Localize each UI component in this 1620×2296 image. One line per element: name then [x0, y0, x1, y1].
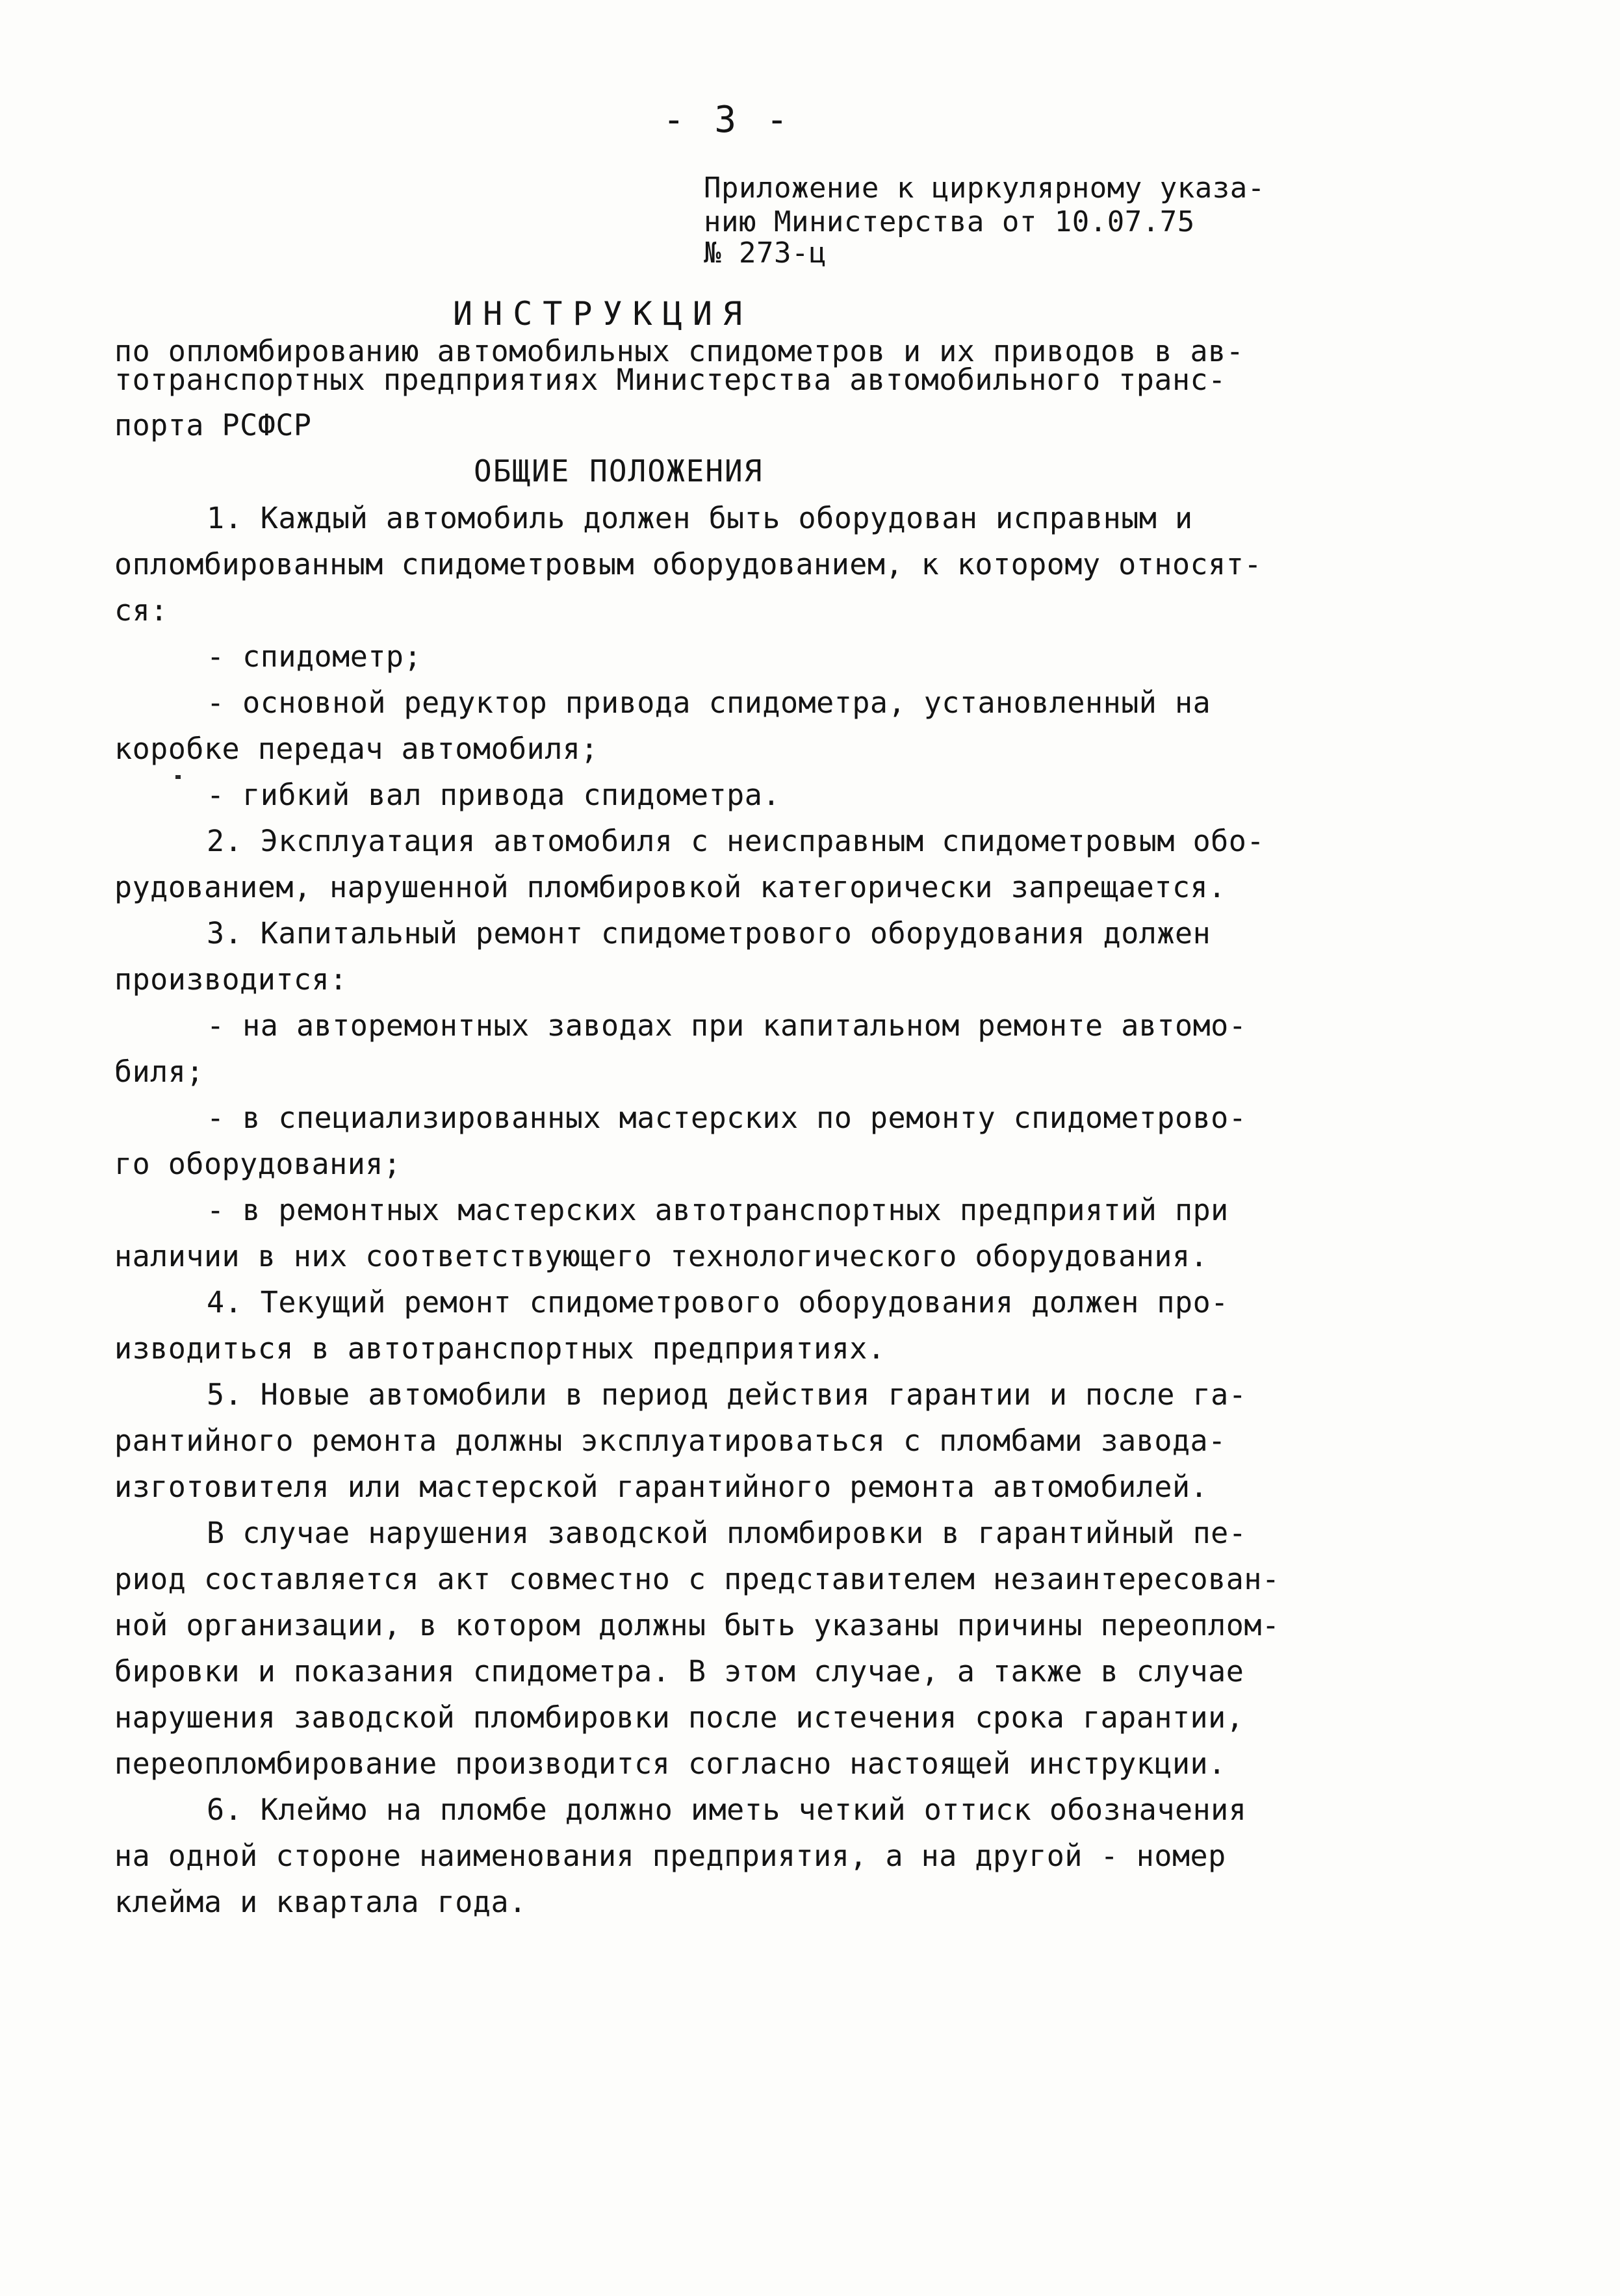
list-item-repair-plants: - на авторемонтных заводах при капитальном ремонте автомо-	[207, 1008, 1247, 1043]
list-item-enterprise-shops-cont: наличии в них соответствующего технологического оборудования.	[114, 1239, 1209, 1273]
stray-typewriter-mark	[175, 775, 181, 779]
page-number: - 3 -	[663, 99, 792, 141]
paragraph-4-line-1: 4. Текущий ремонт спидометрового оборудования должен про-	[207, 1285, 1229, 1320]
document-title: ИНСТРУКЦИЯ	[453, 295, 753, 333]
paragraph-1-line-2: опломбированным спидометровым оборудованием, к которому относят-	[114, 547, 1262, 581]
paragraph-1-line-3: ся:	[114, 593, 168, 628]
paragraph-6-line-2: на одной стороне наименования предприятия, а на другой - номер	[114, 1839, 1226, 1873]
paragraph-6-line-1: 6. Клеймо на пломбе должно иметь четкий оттиск обозначения	[207, 1792, 1247, 1827]
list-item-reducer-cont: коробке передач автомобиля;	[114, 732, 598, 766]
paragraph-5b-line-1: В случае нарушения заводской пломбировки в гарантийный пе-	[207, 1516, 1247, 1550]
section-heading: ОБЩИЕ ПОЛОЖЕНИЯ	[474, 453, 764, 489]
paragraph-5b-line-3: ной организации, в котором должны быть указаны причины переоплом-	[114, 1608, 1280, 1642]
paragraph-5b-line-4: бировки и показания спидометра. В этом случае, а также в случае	[114, 1654, 1244, 1689]
paragraph-5-line-2: рантийного ремонта должны эксплуатироваться с пломбами завода-	[114, 1423, 1226, 1458]
list-item-flex-shaft: - гибкий вал привода спидометра.	[207, 778, 780, 812]
subtitle-line-3: порта РСФСР	[114, 408, 312, 442]
paragraph-3-line-1: 3. Капитальный ремонт спидометрового оборудования должен	[207, 916, 1211, 950]
paragraph-5b-line-5: нарушения заводской пломбировки после истечения срока гарантии,	[114, 1700, 1244, 1735]
paragraph-6-line-3: клейма и квартала года.	[114, 1885, 527, 1919]
paragraph-4-line-2: изводиться в автотранспортных предприятиях.	[114, 1331, 886, 1366]
list-item-reducer: - основной редуктор привода спидометра, установленный на	[207, 685, 1211, 720]
appendix-line-1: Приложение к циркулярному указа-	[704, 172, 1265, 205]
paragraph-2-line-2: рудованием, нарушенной пломбировкой категорически запрещается.	[114, 870, 1226, 904]
list-item-specialized-shops-cont: го оборудования;	[114, 1147, 402, 1181]
paragraph-3-line-2: производится:	[114, 962, 348, 997]
paragraph-1-line-1: 1. Каждый автомобиль должен быть оборудован исправным и	[207, 501, 1193, 535]
paragraph-5-line-1: 5. Новые автомобили в период действия гарантии и после га-	[207, 1377, 1247, 1412]
list-item-enterprise-shops: - в ремонтных мастерских автотранспортных предприятий при	[207, 1193, 1229, 1227]
appendix-line-3: № 273-ц	[704, 236, 827, 270]
list-item-specialized-shops: - в специализированных мастерских по ремонту спидометрово-	[207, 1101, 1247, 1135]
subtitle-line-1: по опломбированию автомобильных спидометров и их приводов в ав-	[114, 334, 1244, 368]
paragraph-5b-line-6: переопломбирование производится согласно настоящей инструкции.	[114, 1746, 1226, 1781]
paragraph-5b-line-2: риод составляется акт совместно с представителем незаинтересован-	[114, 1562, 1280, 1596]
subtitle-line-2: тотранспортных предприятиях Министерства автомобильного транс-	[114, 363, 1226, 397]
list-item-repair-plants-cont: биля;	[114, 1054, 204, 1089]
list-item-speedometer: - спидометр;	[207, 639, 422, 674]
paragraph-2-line-1: 2. Эксплуатация автомобиля с неисправным спидометровым обо-	[207, 824, 1265, 858]
paragraph-5-line-3: изготовителя или мастерской гарантийного ремонта автомобилей.	[114, 1470, 1209, 1504]
appendix-line-2: нию Министерства от 10.07.75	[704, 205, 1195, 238]
